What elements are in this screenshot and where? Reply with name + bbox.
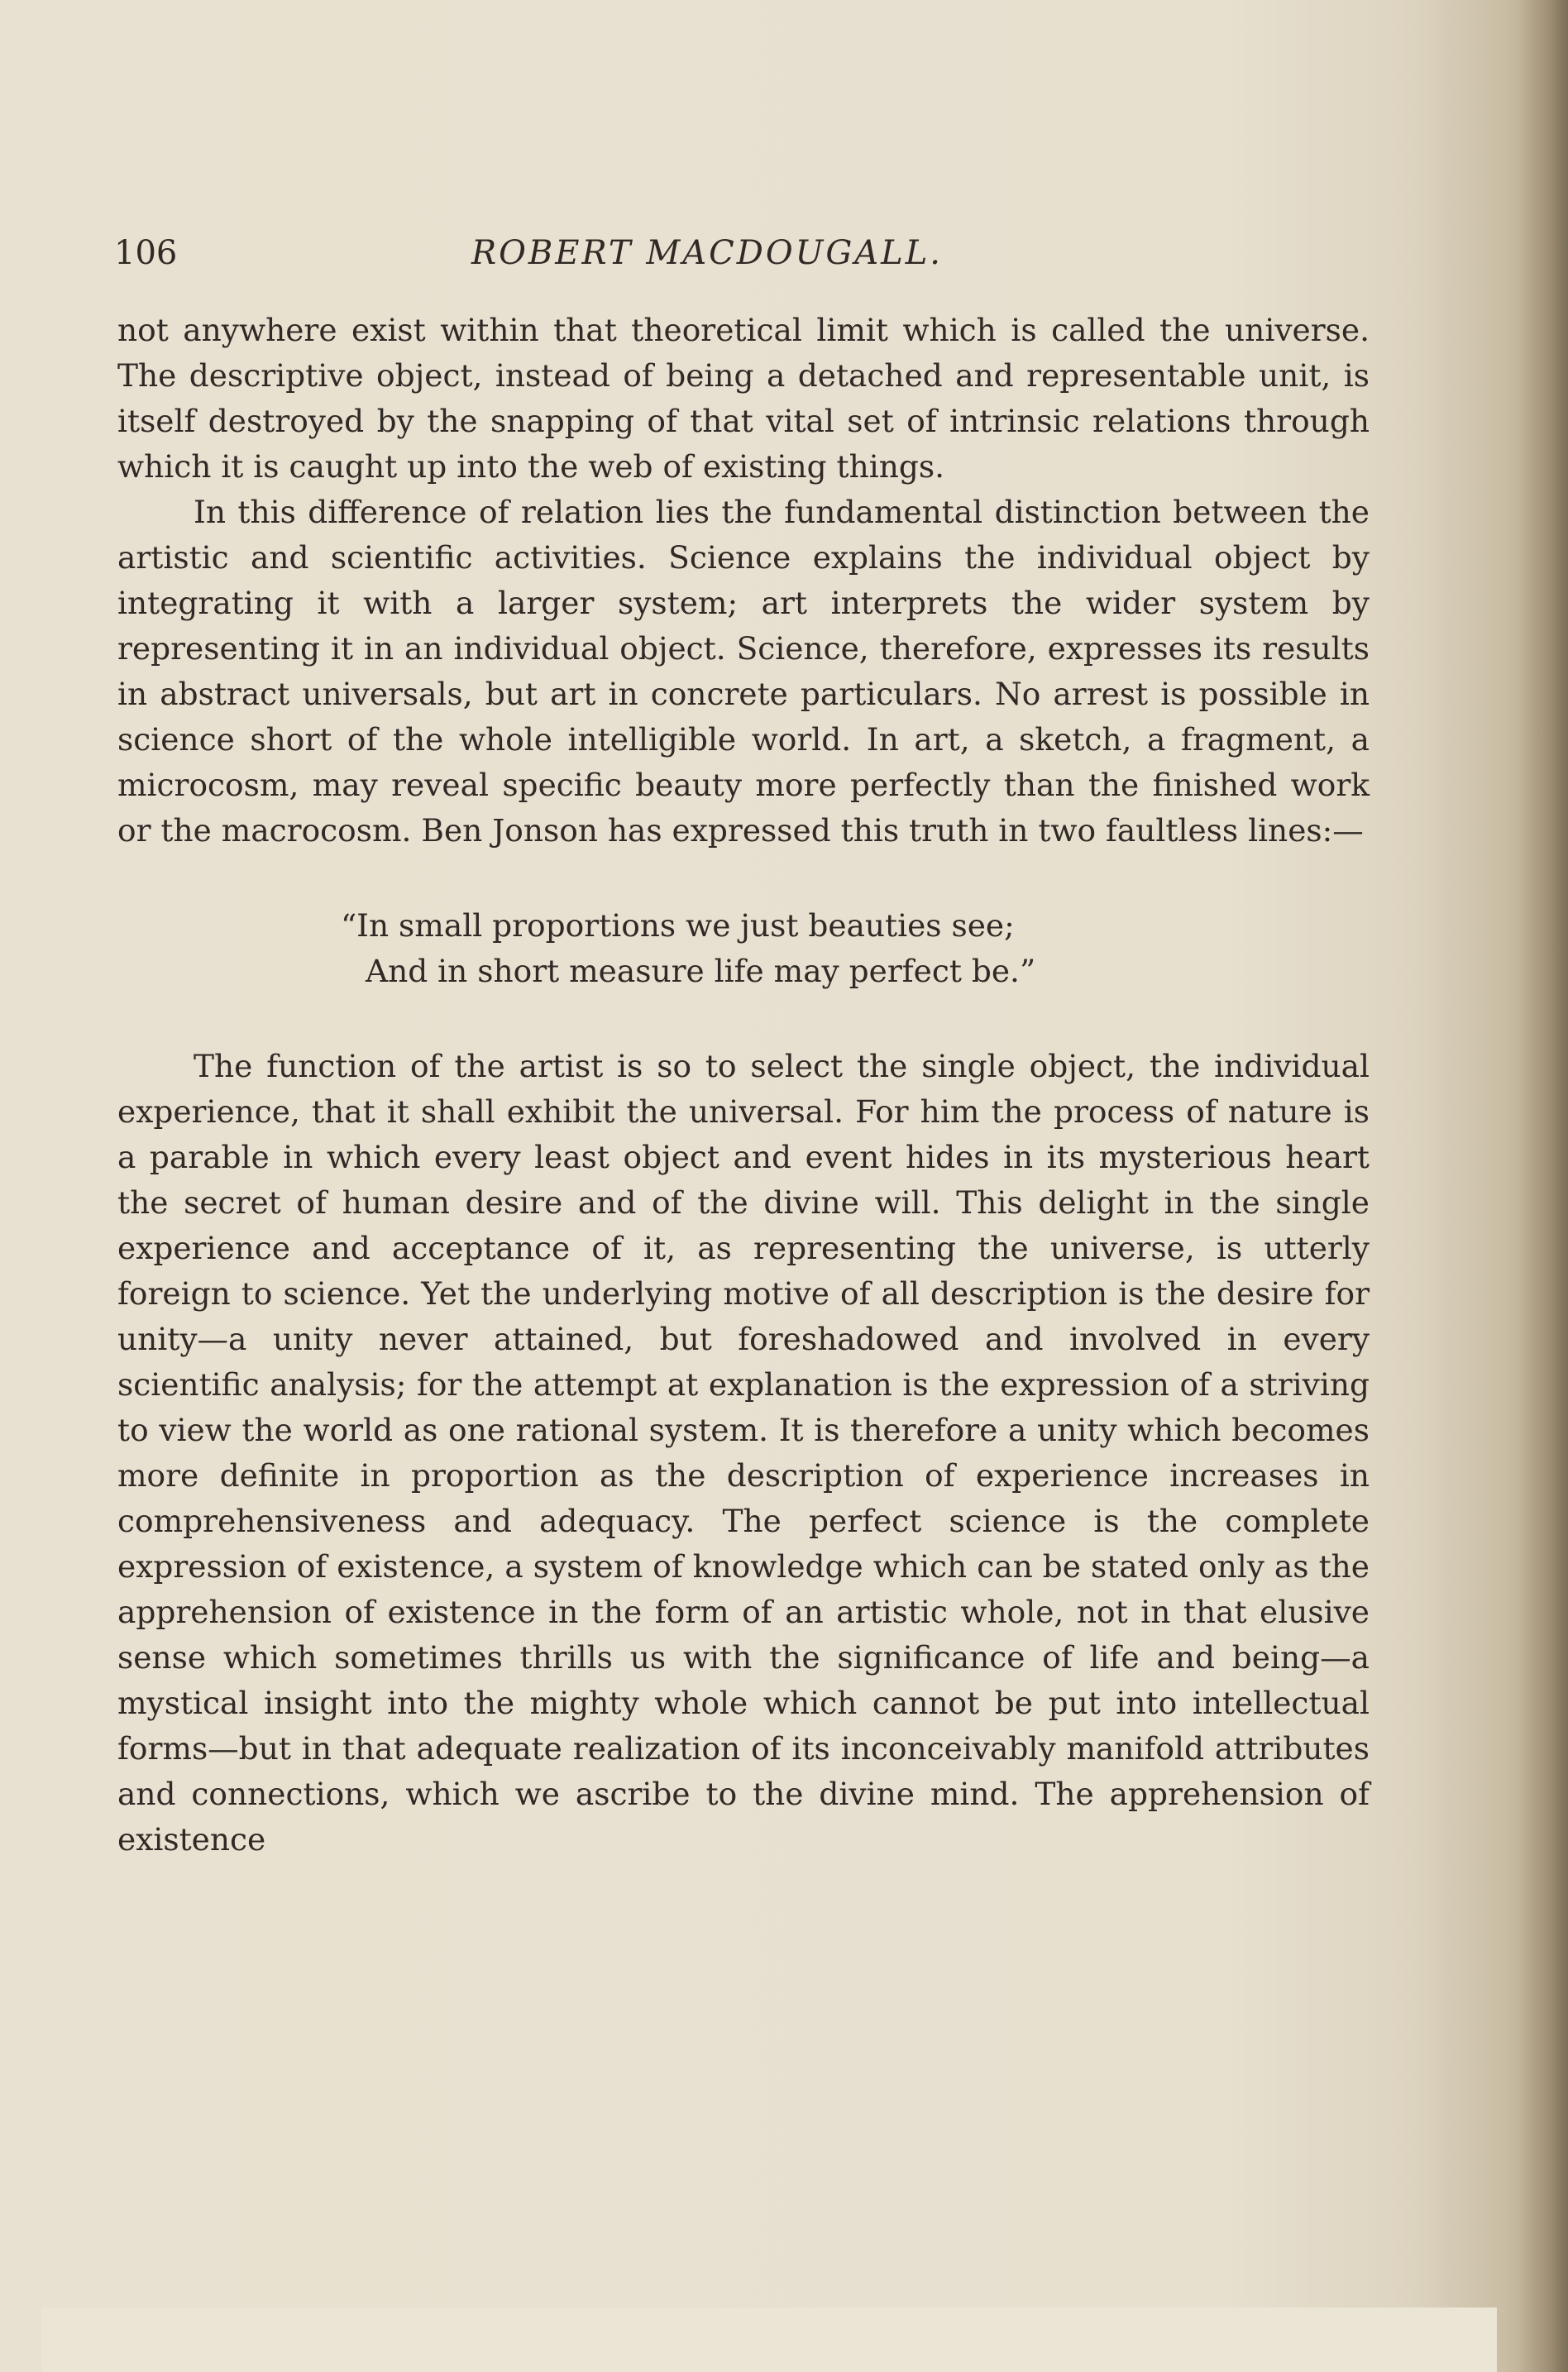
page-bottom-margin xyxy=(41,2307,1497,2372)
page-header xyxy=(114,228,1371,278)
paragraph-1: not anywhere exist within that theoretical limit which is called the universe. The descriptive object, instead of being a detached and representable unit, is itself destroyed by the snapping of that vital set of intrinsic relations through which it is caught up into the web of existing things. xyxy=(117,312,1370,485)
paragraph-2: In this difference of relation lies the fundamental distinction between the artistic and scientific activities. Science explains the individual object by integrating it with a larger system; art interprets the wider system by representing it in an individual object. Science, therefore, expresses its results in abstract universals, but art in concrete particulars. No arrest is possible in science short of the whole intelligible world. In art, a sketch, a fragment, a microcosm, may reveal specific beauty more perfectly than the finished work or the macrocosm. Ben Jonson has expressed this truth in two faultless lines:— xyxy=(117,494,1370,849)
paragraph-3: The function of the artist is so to select the single object, the individual experience, that it shall exhibit the universal. For him the process of nature is a parable in which every least object and event hides in its mysterious heart the secret of human desire and of the divine will. This delight in the single experience and acceptance of it, as representing the universe, is utterly foreign to science. Yet the underlying motive of all description is the desire for unity—a unity never attained, but foreshadowed and involved in every scientific analysis; for the attempt at explanation is the expression of a striving to view the world as one rational system. It is therefore a unity which becomes more definite in proportion as the description of experience increases in comprehensiveness and adequacy. The perfect science is the complete expression of existence, a system of knowledge which can be stated only as the apprehension of existence in the form of an artistic whole, not in that elusive sense which sometimes thrills us with the significance of life and being—a mystical insight into the mighty whole which cannot be put into intellectual forms—but in that adequate realization of its inconceivably manifold attributes and connections, which we ascribe to the divine mind. The apprehension of existence xyxy=(117,1048,1370,1858)
verse-line-2: And in short measure life may perfect be.” xyxy=(366,953,1036,989)
body-text xyxy=(117,308,1370,1863)
verse-quotation xyxy=(117,903,1370,994)
page-edge-shadow xyxy=(1518,0,1568,2372)
page-number: 106 xyxy=(114,234,178,272)
running-head: ROBERT MACDOUGALL. xyxy=(471,234,944,272)
verse-line-1: “In small proportions we just beauties see; xyxy=(341,907,1015,944)
